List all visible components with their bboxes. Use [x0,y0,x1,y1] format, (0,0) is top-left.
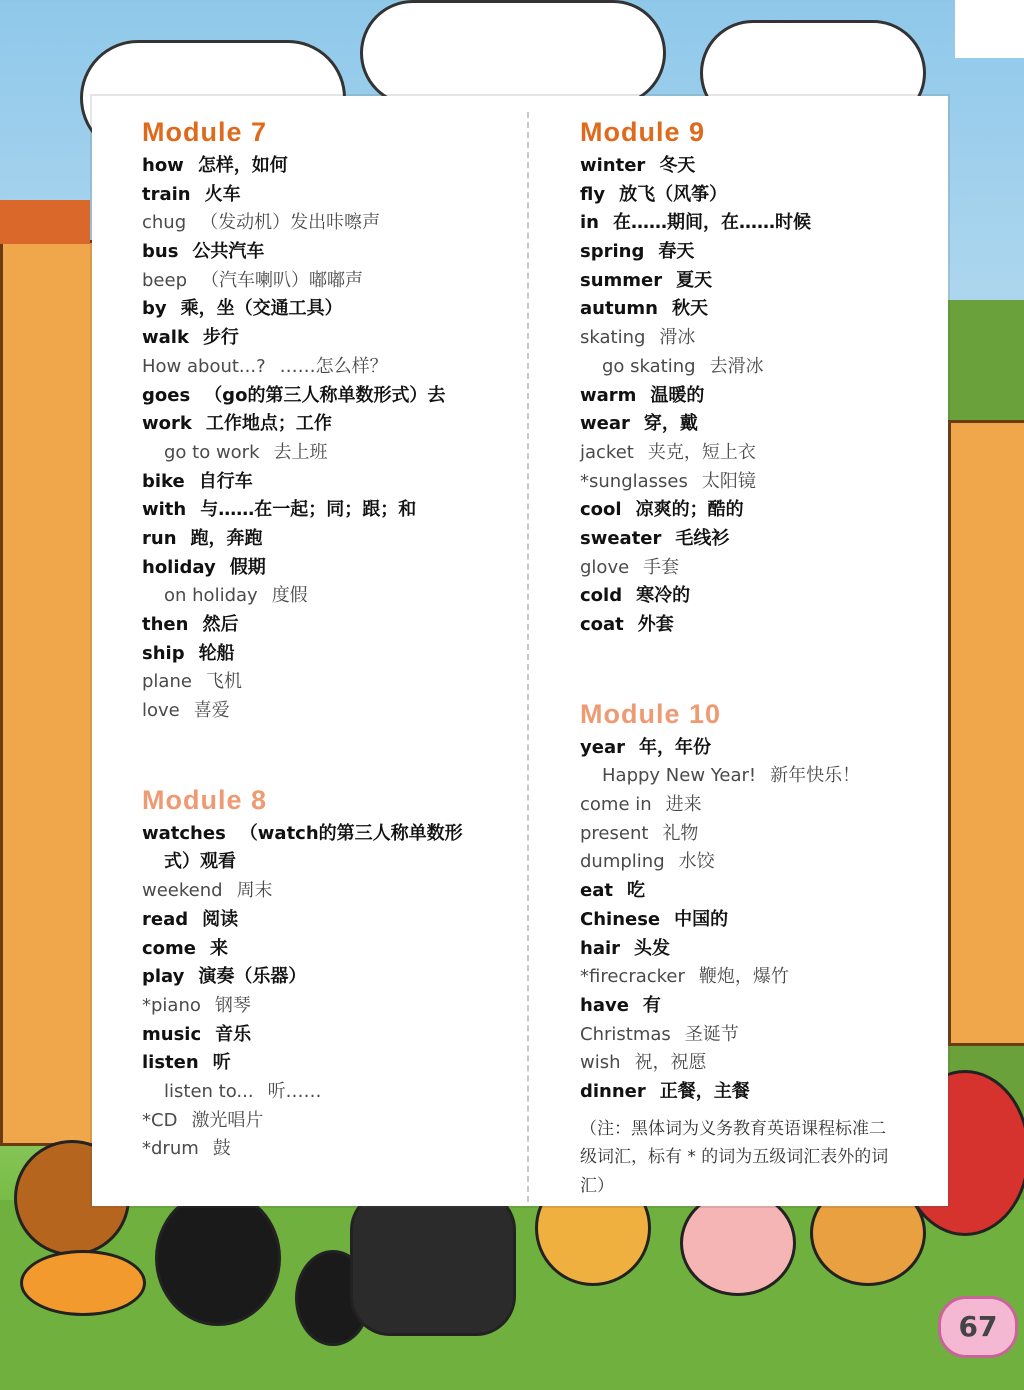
vocab-meaning: 工作地点；工作 [205,413,332,435]
vocab-entry [580,992,910,1021]
castle-left [0,240,96,1146]
vocab-meaning: 温暖的 [650,384,705,406]
castle-left-roof [0,200,90,244]
vocab-word: read [142,908,189,930]
vocab-word: then [142,614,189,635]
vocab-meaning: 圣诞节 [684,1023,739,1045]
vocab-entry [142,1107,522,1136]
vocab-word: goes [142,384,191,406]
vocab-word: come in [580,794,652,816]
vocab-entry [580,820,910,849]
vocab-entry [580,791,910,820]
vocab-word: year [580,736,625,758]
vocab-word: watches [142,822,226,844]
vocab-word: *firecracker [580,966,685,988]
vocab-entry [580,152,910,181]
vocab-word: warm [580,384,637,406]
vocab-entry [580,906,910,935]
vocab-word: fly [580,183,606,205]
vocab-word: How about...? [142,355,266,377]
vocab-meaning: 凉爽的；酷的 [635,499,744,521]
vocab-entry [142,410,522,439]
page-number-badge: 67 [938,1296,1018,1358]
vocab-word: weekend [142,880,223,902]
vocab-entry [142,468,522,497]
vocab-word: train [142,183,191,205]
section-gap [580,640,910,692]
vocab-meaning: 鞭炮，爆竹 [698,966,789,988]
vocab-meaning: 有 [642,994,661,1016]
vocab-entry [580,324,910,353]
vocab-entry [580,496,910,525]
module-title: Module 9 [580,117,706,147]
vocab-word: Christmas [580,1023,671,1045]
vocab-meaning: 假期 [229,556,266,578]
vocab-entry [142,295,522,324]
vocab-word: play [142,966,185,988]
vocab-entry [142,992,522,1021]
vocab-entry [580,410,910,439]
vocab-meaning: 滑冰 [659,327,696,349]
vocab-word: summer [580,269,663,291]
vocab-word: Happy New Year! [602,765,757,787]
vocab-meaning: 乘，坐（交通工具） [180,298,343,320]
vocab-entry [142,935,522,964]
vocab-meaning: 毛线衫 [675,527,730,549]
vocab-entry [580,181,910,210]
vocab-entry [580,468,910,497]
vocab-word: have [580,994,629,1016]
vocab-word: bus [142,241,179,263]
vocab-entry [580,439,910,468]
vocab-word: present [580,822,649,844]
vocab-entry [142,611,522,640]
vocab-word: go to work [164,441,260,463]
vocab-entry [142,1135,522,1164]
vocab-meaning: 进来 [665,794,702,816]
vocab-word: *drum [142,1138,199,1160]
vocab-word: cold [580,585,623,607]
vocab-entry [580,525,910,554]
vocab-word: dumpling [580,851,665,873]
bear-ring [20,1250,146,1316]
vocab-entry [142,554,522,583]
vocab-meaning: 自行车 [198,470,253,492]
vocab-meaning: 水饺 [678,851,715,873]
vocab-meaning: 阅读 [202,908,239,930]
vocab-word: walk [142,327,189,349]
vocab-word: listen to... [164,1080,254,1102]
vocab-entry [142,582,522,611]
vocab-entry [580,848,910,877]
vocab-word: listen [142,1052,199,1074]
wolf-body [350,1190,516,1336]
vocab-meaning: 飞机 [205,671,242,693]
section-gap [142,726,522,778]
vocab-word: with [142,499,187,521]
vocab-entry [580,1078,910,1107]
vocab-word: autumn [580,298,658,320]
vocab-entry [142,906,522,935]
right-column [580,110,910,1200]
module-title: Module 7 [142,117,268,147]
vocab-entry [580,295,910,324]
vocab-meaning: 祝，祝愿 [634,1052,707,1074]
vocab-word: eat [580,880,613,902]
vocab-meaning: 与……在一起；同；跟；和 [200,499,417,521]
vocabulary-note: （注：黑体词为义务教育英语课程标准二级词汇，标有 * 的词为五级词汇表外的词汇） [580,1118,889,1196]
vocab-word: Chinese [580,908,661,930]
vocab-entry [142,1049,522,1078]
vocab-entry [580,935,910,964]
vocab-meaning: （go的第三人称单数形式）去 [204,384,446,406]
vocab-meaning: 寒冷的 [636,585,691,607]
vocab-word: in [580,212,599,234]
vocab-word: cool [580,499,622,521]
vocab-word: *piano [142,994,201,1016]
column-divider [527,112,529,1202]
vocab-word: come [142,937,196,959]
vocab-entry [142,238,522,267]
module-title: Module 8 [142,784,268,815]
vocab-entry [142,267,522,296]
vocab-meaning: 去滑冰 [709,355,764,377]
vocab-meaning: 周末 [236,880,273,902]
vocab-entry [580,554,910,583]
vocab-meaning: 怎样，如何 [197,155,288,176]
vocab-meaning: 冬天 [659,155,696,176]
vocab-meaning: 春天 [658,241,695,263]
vocab-word: *sunglasses [580,470,688,492]
vocab-entry [142,1021,522,1050]
vocab-entry [580,963,910,992]
vocab-word: music [142,1023,202,1045]
vocab-word: glove [580,556,630,578]
vocab-entry [580,1021,910,1050]
vocab-entry [580,238,910,267]
vocab-word: jacket [580,441,634,463]
vocab-meaning: 在……期间，在……时候 [612,212,811,234]
vocab-meaning: 跑，奔跑 [190,527,263,549]
vocab-entry [580,734,910,763]
vocab-meaning: ……怎么样？ [279,355,388,377]
vocab-word: *CD [142,1109,178,1131]
vocab-meaning: 年，年份 [638,736,711,758]
vocab-meaning: 听…… [267,1080,322,1102]
vocab-meaning: （watch的第三人称单数形 [239,822,463,844]
vocab-meaning: 新年快乐！ [770,765,861,787]
vocab-meaning: 式）观看 [164,851,236,873]
vocab-meaning: 演奏（乐器） [198,966,307,988]
vocab-word: dinner [580,1080,646,1102]
vocab-entry [142,382,522,411]
vocab-meaning: 头发 [634,937,671,959]
vocab-entry [142,1078,522,1107]
vocab-word: sweater [580,527,662,549]
vocab-meaning: 公共汽车 [192,241,265,263]
vocab-entry [142,877,522,906]
vocab-meaning: （发动机）发出咔嚓声 [200,212,381,234]
vocab-entry [580,353,910,382]
vocab-meaning: 太阳镜 [701,470,756,492]
vocab-word: ship [142,642,185,664]
vocab-word: go skating [602,355,696,377]
vocab-meaning: 正餐，主餐 [659,1080,750,1102]
vocab-word: holiday [142,556,216,578]
vocab-meaning: 然后 [202,614,239,635]
castle-right [948,420,1024,1046]
vocab-meaning: 手套 [643,556,680,578]
vocab-meaning: 来 [210,937,228,959]
vocab-entry [142,697,522,726]
vocab-entry [580,877,910,906]
vocab-word: skating [580,327,646,349]
vocab-entry [142,525,522,554]
vocab-word: wish [580,1052,621,1074]
vocab-entry [142,152,522,181]
vocab-word: spring [580,241,645,263]
vocab-entry [142,668,522,697]
vocab-entry [580,582,910,611]
vocab-word: beep [142,269,187,291]
penguin-character [155,1190,281,1326]
vocab-entry [142,324,522,353]
vocab-meaning: 喜爱 [193,700,230,722]
vocab-meaning: 度假 [271,585,308,607]
vocab-word: wear [580,413,630,435]
vocab-entry [142,963,522,992]
vocab-meaning: 中国的 [674,908,729,930]
vocab-entry [142,353,522,382]
vocab-entry [580,209,910,238]
vocab-word: coat [580,614,624,635]
vocab-meaning: （汽车喇叭）嘟嘟声 [201,269,363,291]
cloud-top [360,0,666,106]
vocab-meaning: 穿，戴 [643,413,698,435]
vocab-meaning: 去上班 [273,441,328,463]
vocab-meaning: 鼓 [212,1138,231,1160]
left-column [142,110,522,1164]
vocab-entry [580,267,910,296]
vocab-entry [142,848,522,877]
vocab-meaning: 外套 [637,614,674,635]
vocab-entry [142,439,522,468]
vocab-word: run [142,527,177,549]
vocab-meaning: 激光唱片 [191,1109,264,1131]
vocab-meaning: 秋天 [671,298,708,320]
vocab-entry [580,382,910,411]
vocab-entry [580,762,910,791]
vocab-entry [580,611,910,640]
vocab-meaning: 音乐 [215,1023,252,1045]
vocab-entry [142,640,522,669]
vocab-word: how [142,155,184,176]
vocab-word: love [142,700,180,722]
module-title: Module 10 [580,698,722,729]
vocab-meaning: 夏天 [676,269,713,291]
vocab-entry [142,209,522,238]
sky-corner [955,0,1024,58]
vocab-meaning: 步行 [202,327,239,349]
vocab-meaning: 礼物 [662,822,699,844]
vocab-word: by [142,298,167,320]
vocab-meaning: 火车 [204,183,241,205]
vocab-word: work [142,413,192,435]
vocab-word: winter [580,155,646,176]
vocab-meaning: 轮船 [198,642,235,664]
vocab-entry [580,1049,910,1078]
vocab-meaning: 夹克，短上衣 [647,441,756,463]
vocab-word: plane [142,671,192,693]
vocab-meaning: 吃 [626,880,645,902]
vocab-word: hair [580,937,621,959]
vocab-meaning: 听 [212,1052,231,1074]
vocab-entry [142,496,522,525]
vocab-meaning: 放飞（风筝） [619,183,728,205]
vocab-word: bike [142,470,185,492]
vocab-entry [142,820,522,849]
vocab-entry [142,181,522,210]
vocab-meaning: 钢琴 [214,994,251,1016]
vocab-word: chug [142,212,187,234]
vocab-word: on holiday [164,585,258,607]
